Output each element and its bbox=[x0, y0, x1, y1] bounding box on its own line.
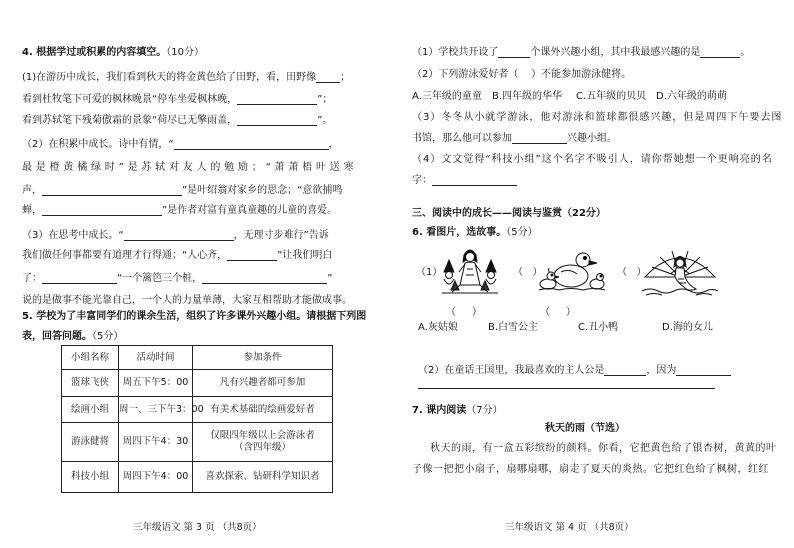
q4-line-3 bbox=[22, 114, 332, 127]
q5-text: 个课外兴趣小组，其中我最感兴趣的是 bbox=[530, 47, 701, 58]
condition-cell: 有美术基础的绘画爱好者 bbox=[193, 397, 333, 423]
q6-answer-bracket: （ ） bbox=[446, 307, 482, 318]
answer-blank bbox=[174, 138, 329, 150]
header-activity-time: 活动时间 bbox=[119, 346, 193, 370]
q5-sub-4-cont bbox=[412, 174, 517, 187]
answer-blank bbox=[316, 71, 340, 83]
question-4-heading bbox=[22, 46, 204, 59]
question-6-heading bbox=[412, 226, 538, 239]
passage-line: 子像一把把小扇子，扇哪扇哪，扇走了夏天的炎热。它把红色给了枫树，红红 bbox=[412, 464, 769, 475]
q6-answer-bracket: （ ） bbox=[617, 267, 647, 278]
q4-line-11 bbox=[22, 294, 352, 307]
group-name-cell: 绘画小组 bbox=[62, 397, 119, 423]
table-row bbox=[62, 397, 333, 423]
group-name-cell: 篮球飞侠 bbox=[62, 370, 119, 397]
answer-blank bbox=[227, 249, 277, 261]
q5-sub-3: （3）冬冬从小就学游泳，他对游泳和篮球都很感兴趣，但是周四下午要去图 bbox=[412, 112, 783, 123]
page-footer: 三年级语文 第 3 页 （共8页） bbox=[133, 522, 262, 533]
story-option-a: A.灰姑娘 bbox=[418, 322, 458, 333]
q4-text: ， bbox=[328, 139, 339, 150]
question-6-title: 6. 看图片，选故事。 bbox=[412, 227, 507, 238]
answer-blank bbox=[700, 46, 740, 58]
q4-text: “一个篱笆三个桩， bbox=[117, 273, 203, 284]
header-group-name: 小组名称 bbox=[62, 346, 119, 370]
q4-line-9 bbox=[22, 249, 332, 262]
q5-text: 兴趣小组。 bbox=[567, 133, 617, 144]
q6-answer-bracket: （ ） bbox=[540, 307, 576, 318]
passage-title: 秋天的雨（节选） bbox=[545, 423, 625, 434]
q4-text: （2）在积累中成长。诗中有情，“ bbox=[22, 139, 174, 150]
question-5-title bbox=[22, 310, 366, 323]
answer-blank bbox=[42, 184, 182, 196]
answer-blank bbox=[432, 174, 517, 186]
q6-text: ，因为 bbox=[646, 365, 677, 376]
q4-text: （3）在思考中成长。“ bbox=[22, 230, 124, 241]
answer-blank bbox=[42, 204, 162, 216]
q4-text: 蝉， bbox=[22, 205, 42, 216]
q6-sub-2 bbox=[418, 364, 731, 377]
answer-blank bbox=[42, 272, 117, 284]
q4-text: 看到杜牧笔下可爱的枫林晚景“停车坐爱枫林晚， bbox=[22, 94, 238, 105]
q5-text: （1）学校共开设了 bbox=[412, 47, 499, 58]
question-7-title: 7. 课内阅读 bbox=[412, 405, 467, 416]
q4-line-10 bbox=[22, 272, 332, 285]
question-7-heading bbox=[412, 404, 503, 417]
question-5-title-cont bbox=[22, 330, 123, 343]
answer-blank bbox=[604, 364, 646, 376]
snow-white-illustration bbox=[440, 245, 500, 295]
question-4-title: 4. 根据学过或积累的内容填空。 bbox=[22, 47, 167, 58]
time-cell: 周五下午5：00 bbox=[119, 370, 193, 397]
q5-title-text: 5. 学校为了丰富同学们的课余生活，组织了许多课外兴趣小组。请根据下列图 bbox=[22, 311, 367, 322]
q6-answer-bracket: （ ） bbox=[513, 267, 543, 278]
choice-a: A.三年级的童童 bbox=[412, 91, 482, 102]
answer-blank bbox=[498, 46, 530, 58]
question-7-score: （7分） bbox=[466, 405, 503, 416]
q5-title-text: 表，回答问题。 bbox=[22, 331, 92, 342]
answer-blank bbox=[512, 132, 567, 144]
q6-text: （2）在童话王国里，我最喜欢的主人公是 bbox=[418, 365, 605, 376]
answer-blank bbox=[676, 364, 731, 376]
mermaid-illustration bbox=[640, 243, 720, 297]
answer-blank bbox=[237, 93, 317, 105]
question-5-score: （5分） bbox=[92, 331, 124, 342]
story-option-c: C.丑小鸭 bbox=[578, 322, 619, 333]
choice-b: B.四年级的华华 bbox=[492, 91, 563, 102]
page-4 bbox=[397, 0, 794, 548]
time-cell: 周四下午4：30 bbox=[119, 423, 193, 462]
group-name-cell: 游泳健将 bbox=[62, 423, 119, 462]
condition-text: 仅限四年级以上会游泳者 bbox=[210, 430, 315, 441]
table-header-row bbox=[62, 346, 333, 370]
page-footer: 三年级语文 第 4 页 （共8页） bbox=[505, 522, 634, 533]
q4-text: ”是叶绍翁对家乡的思念；“意欲捕鸣 bbox=[182, 185, 343, 196]
q4-text: (1)在游历中成长，我们看到秋天的将金黄色给了田野，看，田野像 bbox=[22, 72, 317, 83]
condition-note: （含四年级） bbox=[233, 442, 291, 453]
q4-line-5 bbox=[22, 161, 357, 174]
q4-text: ”让我们明白 bbox=[277, 250, 333, 261]
answer-blank bbox=[124, 229, 234, 241]
q5-sub-2: （2）下列游泳爱好者（ ）不能参加游泳健将。 bbox=[412, 69, 632, 80]
q4-line-8 bbox=[22, 229, 329, 242]
time-cell: 周四下午4：00 bbox=[119, 462, 193, 493]
q4-line-7 bbox=[22, 204, 337, 217]
table-row bbox=[62, 423, 333, 462]
passage-line: 秋天的雨，有一盒五彩缤纷的颜料。你看，它把黄色给了银杏树，黄黄的叶 bbox=[430, 443, 777, 454]
q5-text: 。 bbox=[740, 47, 751, 58]
q4-text: 最是橙黄橘绿时”是苏轼对友人的勉励；“萧萧梧叶送寒 bbox=[22, 162, 358, 173]
q4-line-1 bbox=[22, 71, 350, 84]
q4-text: 说的是做事不能光靠自己，一个人的力量单薄，大家互相帮助才能做成事。 bbox=[22, 295, 352, 306]
condition-cell bbox=[193, 423, 333, 462]
choice-c: C.五年级的贝贝 bbox=[576, 91, 647, 102]
condition-cell: 喜欢探索、钻研科学知识者 bbox=[193, 462, 333, 493]
question-4-score: （10分） bbox=[166, 47, 204, 58]
q4-text: ，无理寸步难行”告诉 bbox=[233, 230, 329, 241]
question-6-score: （5分） bbox=[506, 227, 538, 238]
q4-line-2 bbox=[22, 93, 332, 106]
ducklings-illustration bbox=[537, 246, 607, 292]
answer-blank bbox=[202, 272, 327, 284]
section-3-heading: 三、阅读中的成长——阅读与鉴赏（22分） bbox=[412, 208, 606, 219]
q4-text: ”是作者对富有童真童趣的儿童的喜爱。 bbox=[162, 205, 338, 216]
answer-blank bbox=[237, 114, 317, 126]
q4-text: 声， bbox=[22, 185, 42, 196]
q4-text: ”； bbox=[317, 94, 333, 105]
condition-cell: 凡有兴趣者都可参加 bbox=[193, 370, 333, 397]
table-row bbox=[62, 462, 333, 493]
table-row bbox=[62, 370, 333, 397]
q5-sub-4: （4）文文觉得“科技小组”这个名字不吸引人，请你帮她想一个更响亮的名 bbox=[412, 154, 773, 165]
answer-line bbox=[418, 388, 715, 389]
group-name-cell: 科技小组 bbox=[62, 462, 119, 493]
q5-text: 书馆，那么他可以参加 bbox=[412, 133, 512, 144]
q4-text: ” bbox=[327, 273, 333, 284]
q4-text: 我们做任何事都要有道理才行得通；“人心齐， bbox=[22, 250, 228, 261]
story-option-d: D.海的女儿 bbox=[662, 322, 713, 333]
choice-d: D.六年级的萌萌 bbox=[656, 91, 727, 102]
q6-item-1-label: （1） bbox=[416, 267, 443, 278]
interest-group-table bbox=[61, 345, 333, 493]
q4-line-4 bbox=[22, 138, 339, 151]
q4-text: ； bbox=[340, 72, 351, 83]
header-requirements: 参加条件 bbox=[193, 346, 333, 370]
q5-text: 字： bbox=[412, 175, 432, 186]
q4-text: 了： bbox=[22, 273, 42, 284]
story-option-b: B.白雪公主 bbox=[488, 322, 539, 333]
q5-sub-1 bbox=[412, 46, 750, 59]
q5-sub-3-cont bbox=[412, 132, 617, 145]
q4-line-6 bbox=[22, 184, 342, 197]
q4-text: ”。 bbox=[317, 115, 333, 126]
q4-text: 看到苏轼笔下残菊傲霜的景象“荷尽已无擎雨盖， bbox=[22, 115, 238, 126]
time-cell: 周一、三下午3：00 bbox=[119, 397, 193, 423]
